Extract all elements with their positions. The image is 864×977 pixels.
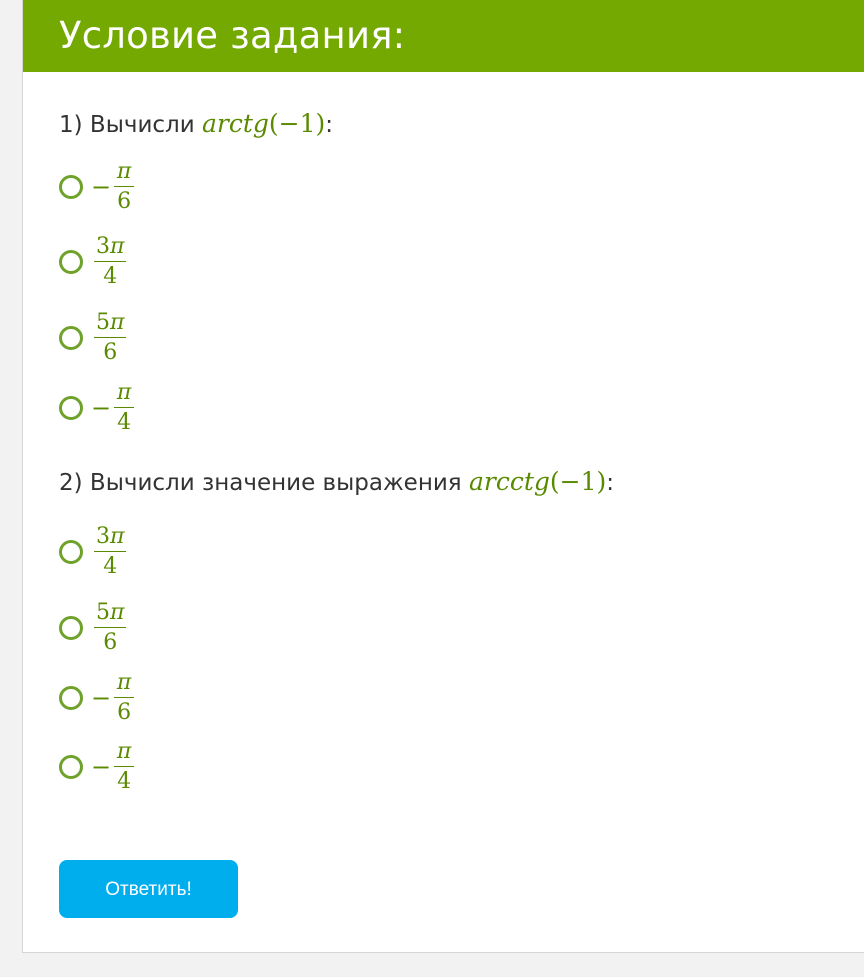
numerator: π <box>114 741 134 767</box>
numerator: π <box>114 161 134 187</box>
minus-sign: − <box>91 753 112 781</box>
minus-sign: − <box>91 684 112 712</box>
denominator: 4 <box>103 554 118 579</box>
task-title: Условие задания: <box>59 14 406 57</box>
q1-option-3[interactable] <box>59 308 126 368</box>
radio-button[interactable] <box>59 175 83 199</box>
radio-button[interactable] <box>59 326 83 350</box>
question-2-function: arcctg <box>468 467 550 496</box>
numerator: 5π <box>94 602 126 628</box>
question-2-argument: (−1) <box>549 467 607 496</box>
option-answer <box>91 312 126 364</box>
denominator: 6 <box>117 189 132 214</box>
denominator: 6 <box>117 700 132 725</box>
numerator: 5π <box>94 312 126 338</box>
question-2 <box>59 467 614 498</box>
q2-option-2[interactable] <box>59 598 126 658</box>
fraction <box>94 236 126 288</box>
minus-sign: − <box>91 394 112 422</box>
fraction <box>94 312 126 364</box>
numerator: π <box>114 672 134 698</box>
q2-option-1[interactable] <box>59 522 126 582</box>
question-1-suffix: : <box>325 112 334 138</box>
question-1 <box>59 109 333 140</box>
task-header <box>23 0 864 72</box>
numerator: 3π <box>94 526 126 552</box>
denominator: 6 <box>103 630 118 655</box>
question-1-argument: (−1) <box>268 109 326 138</box>
option-answer <box>91 236 126 288</box>
numerator: 3π <box>94 236 126 262</box>
question-1-prefix: 1) Вычисли <box>59 112 202 138</box>
numerator: π <box>114 382 134 408</box>
radio-button[interactable] <box>59 755 83 779</box>
fraction <box>114 161 134 213</box>
denominator: 6 <box>103 340 118 365</box>
q1-option-1[interactable] <box>59 157 134 217</box>
denominator: 4 <box>117 410 132 435</box>
fraction <box>114 672 134 724</box>
radio-button[interactable] <box>59 250 83 274</box>
question-2-expression <box>469 467 606 496</box>
q1-option-4[interactable] <box>59 378 134 438</box>
q2-option-3[interactable] <box>59 668 134 728</box>
option-answer <box>91 602 126 654</box>
denominator: 4 <box>103 264 118 289</box>
fraction <box>94 602 126 654</box>
q2-option-4[interactable] <box>59 737 134 797</box>
radio-button[interactable] <box>59 396 83 420</box>
denominator: 4 <box>117 769 132 794</box>
option-answer <box>91 672 134 724</box>
option-answer <box>91 382 134 434</box>
option-answer <box>91 526 126 578</box>
fraction <box>94 526 126 578</box>
radio-button[interactable] <box>59 686 83 710</box>
question-2-suffix: : <box>606 470 615 496</box>
radio-button[interactable] <box>59 540 83 564</box>
question-1-function: arctg <box>202 109 269 138</box>
fraction <box>114 741 134 793</box>
q1-option-2[interactable] <box>59 232 126 292</box>
task-card <box>22 0 864 953</box>
radio-button[interactable] <box>59 616 83 640</box>
submit-button[interactable]: Ответить! <box>59 860 238 918</box>
option-answer <box>91 161 134 213</box>
question-1-expression <box>202 109 325 138</box>
question-2-prefix: 2) Вычисли значение выражения <box>59 470 469 496</box>
fraction <box>114 382 134 434</box>
option-answer <box>91 741 134 793</box>
minus-sign: − <box>91 173 112 201</box>
